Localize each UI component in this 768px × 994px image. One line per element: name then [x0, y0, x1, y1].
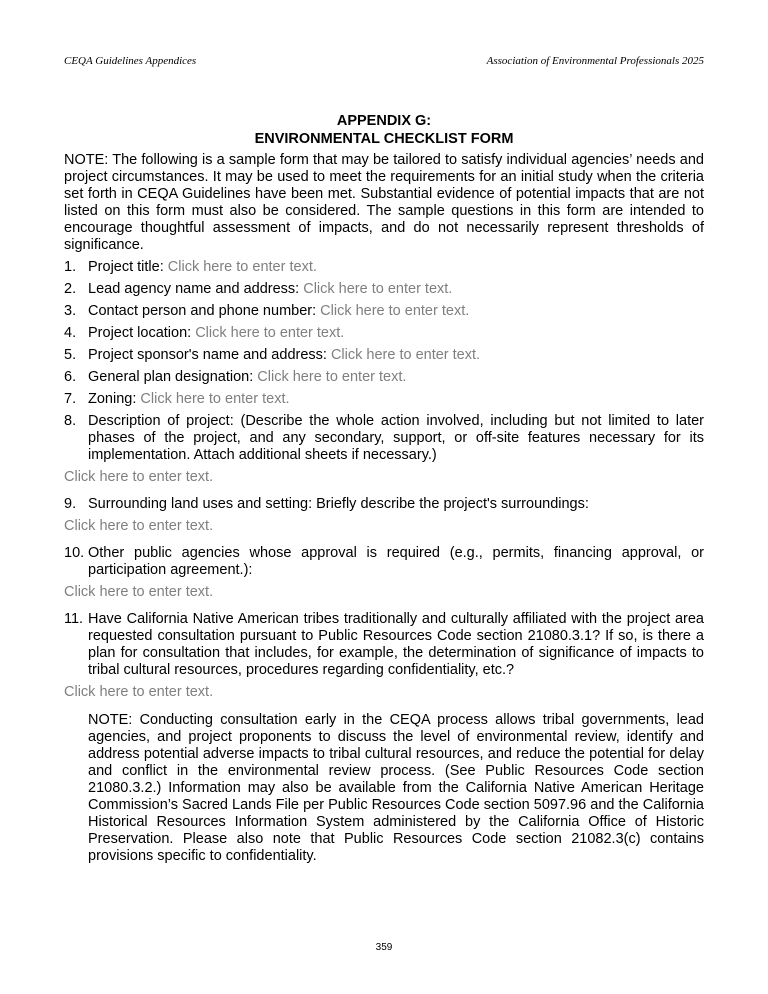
item-number: 9.: [64, 496, 77, 512]
item-number: 6.: [64, 369, 77, 385]
item-lead-agency: [64, 281, 704, 298]
header-right: Association of Environmental Professionals 2025: [486, 55, 704, 67]
item-label: Other public agencies whose approval is required (e.g., permits, financing approval, or participation agreement.):: [88, 545, 704, 578]
lead-agency-field[interactable]: Click here to enter text.: [303, 281, 453, 297]
item-label: Project title:: [88, 259, 168, 275]
item-zoning: [64, 391, 704, 408]
item-number: 1.: [64, 259, 77, 275]
other-agencies-field[interactable]: Click here to enter text.: [64, 584, 214, 600]
item-other-agencies: [64, 545, 704, 579]
checklist-form: [64, 152, 704, 865]
item-label: Zoning:: [88, 391, 141, 407]
item-label: Lead agency name and address:: [88, 281, 304, 297]
item-label: Surrounding land uses and setting: Briefly describe the project's surroundings:: [88, 496, 589, 512]
project-description-field[interactable]: Click here to enter text.: [64, 469, 214, 485]
project-title-field[interactable]: Click here to enter text.: [167, 259, 317, 275]
item-surrounding-land-uses: [64, 496, 704, 513]
project-location-field[interactable]: Click here to enter text.: [195, 325, 345, 341]
item-general-plan: [64, 369, 704, 386]
item-label: Contact person and phone number:: [88, 303, 321, 319]
item-number: 2.: [64, 281, 77, 297]
item-project-location: [64, 325, 704, 342]
contact-person-field[interactable]: Click here to enter text.: [320, 303, 470, 319]
intro-note: NOTE: The following is a sample form that may be tailored to satisfy individual agencies’ needs and project circumstances. It may be used to meet the requirements for an initial study when the criteria set forth in CEQA Guidelines have been met. Substantial evidence of potential impacts that are not listed on this form must also be considered. The sample questions in this form are intended to encourage thoughtful assessment of impacts, and do not necessarily represent thresholds of significance.: [64, 152, 704, 253]
item-number: 3.: [64, 303, 77, 319]
item-project-title: [64, 259, 704, 276]
item-number: 10.: [64, 545, 85, 561]
tribal-consultation-note: NOTE: Conducting consultation early in the CEQA process allows tribal governments, lead agencies, and project proponents to discuss the level of environmental review, identify and address potential adverse impacts to tribal cultural resources, and reduce the potential for delay and conflict in the environmental review process. (See Public Resources Code section 21080.3.2.) Information may also be available from the California Native American Heritage Commission’s Sacred Lands File per Public Resources Code section 5097.96 and the California Historical Resources Information System administered by the California Office of Historic Preservation. Please also note that Public Resources Code section 21082.3(c) contains provisions specific to confidentiality.: [88, 712, 704, 864]
item-label: General plan designation:: [88, 369, 258, 385]
tribal-consultation-field[interactable]: Click here to enter text.: [64, 684, 214, 700]
surrounding-land-uses-field[interactable]: Click here to enter text.: [64, 518, 214, 534]
item-contact-person: [64, 303, 704, 320]
item-label: Have California Native American tribes traditionally and culturally affiliated with the project area requested consultation pursuant to Public Resources Code section 21080.3.1? If so, is there a plan for consultation that includes, for example, the determination of significance of impacts to tribal cultural resources, procedures regarding confidentiality, etc.?: [88, 611, 704, 678]
zoning-field[interactable]: Click here to enter text.: [140, 391, 290, 407]
title-line-2: ENVIRONMENTAL CHECKLIST FORM: [254, 131, 514, 147]
item-label: Description of project: (Describe the whole action involved, including but not limited to later phases of the project, and any secondary, support, or off-site features necessary for its implementation. Attach additional sheets if necessary.): [88, 413, 704, 463]
project-sponsor-field[interactable]: Click here to enter text.: [330, 347, 481, 363]
general-plan-field[interactable]: Click here to enter text.: [257, 369, 407, 385]
item-number: 11.: [64, 611, 84, 627]
page-title: [0, 112, 768, 148]
header-left: CEQA Guidelines Appendices: [64, 55, 197, 67]
item-project-sponsor: [64, 347, 704, 364]
item-number: 4.: [64, 325, 77, 341]
item-project-description: [64, 413, 704, 464]
item-number: 5.: [64, 347, 77, 363]
item-label: Project sponsor's name and address:: [88, 347, 331, 363]
item-number: 7.: [64, 391, 77, 407]
page-number: 359: [375, 942, 393, 953]
item-number: 8.: [64, 413, 77, 429]
title-line-1: APPENDIX G:: [336, 113, 432, 129]
item-tribal-consultation: [64, 611, 704, 679]
item-label: Project location:: [88, 325, 196, 341]
